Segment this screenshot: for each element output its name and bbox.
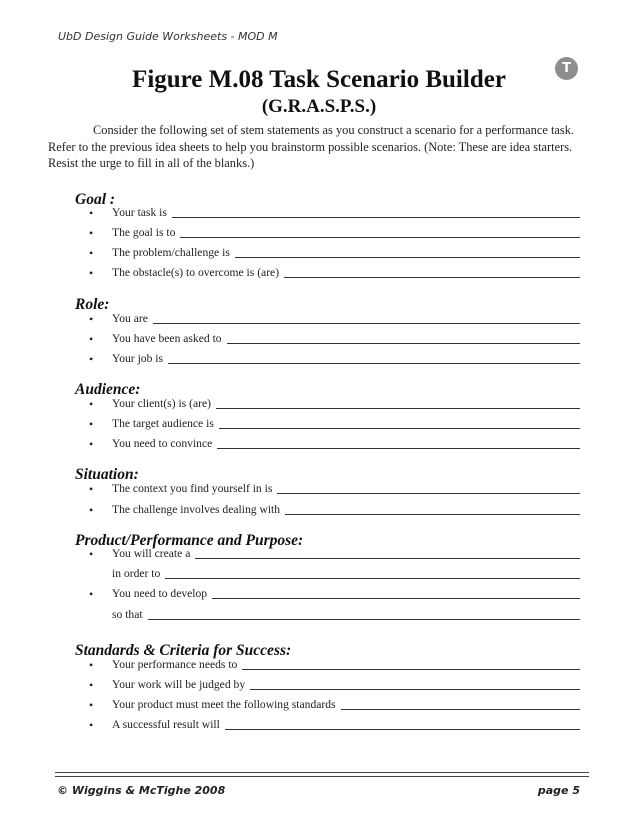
stem-row xyxy=(0,417,638,433)
fill-in-blank[interactable] xyxy=(277,493,580,494)
stem-prompt: Your client(s) is (are) xyxy=(112,397,211,410)
stem-row xyxy=(0,482,638,498)
page-title: Figure M.08 Task Scenario Builder xyxy=(132,66,506,93)
stem-row xyxy=(0,547,638,563)
bullet: • xyxy=(89,482,94,496)
fill-in-blank[interactable] xyxy=(148,619,580,620)
section-title: Goal : xyxy=(75,191,116,208)
bullet: • xyxy=(89,206,94,220)
stem-prompt: The obstacle(s) to overcome is (are) xyxy=(112,266,280,279)
stem-prompt: Your task is xyxy=(112,206,167,219)
fill-in-blank[interactable] xyxy=(285,514,580,515)
fill-in-blank[interactable] xyxy=(217,448,580,449)
stem-prompt: A successful result will xyxy=(112,718,220,731)
bullet: • xyxy=(89,587,94,601)
stem-row xyxy=(0,206,638,222)
copyright: © Wiggins & McTighe 2008 xyxy=(57,784,226,797)
fill-in-blank[interactable] xyxy=(284,277,580,278)
fill-in-blank[interactable] xyxy=(235,257,580,258)
intro-paragraph: Consider the following set of stem statements as you construct a scenario for a performance task. Refer to the previous idea sheets to help you brainstorm possible scenarios. (Note: These are idea starters. Resist the urge to fill in all of the blanks.) xyxy=(48,123,575,170)
stem-prompt: Your performance needs to xyxy=(112,658,238,671)
stem-row xyxy=(0,312,638,328)
bullet: • xyxy=(89,698,94,712)
stem-prompt: You will create a xyxy=(112,547,191,560)
fill-in-blank[interactable] xyxy=(180,237,580,238)
bullet: • xyxy=(89,352,94,366)
bullet: • xyxy=(89,718,94,732)
fill-in-blank[interactable] xyxy=(195,558,580,559)
fill-in-blank[interactable] xyxy=(242,669,580,670)
stem-prompt: Your product must meet the following standards xyxy=(112,698,336,711)
fill-in-blank[interactable] xyxy=(153,323,580,324)
section-title: Product/Performance and Purpose: xyxy=(75,532,304,549)
stem-row xyxy=(0,658,638,674)
bullet: • xyxy=(89,312,94,326)
stem-prompt: You have been asked to xyxy=(112,332,222,345)
teacher-badge: T xyxy=(555,57,578,80)
stem-row xyxy=(0,567,638,583)
stem-prompt: in order to xyxy=(112,567,161,580)
fill-in-blank[interactable] xyxy=(341,709,580,710)
fill-in-blank[interactable] xyxy=(168,363,580,364)
bullet: • xyxy=(89,658,94,672)
stem-row xyxy=(0,437,638,453)
section-title: Audience: xyxy=(75,381,141,398)
running-head: UbD Design Guide Worksheets - MOD M xyxy=(58,30,278,43)
section-title: Role: xyxy=(75,296,110,313)
stem-row xyxy=(0,397,638,413)
stem-prompt: The challenge involves dealing with xyxy=(112,503,281,516)
bullet: • xyxy=(89,547,94,561)
stem-prompt: so that xyxy=(112,608,143,621)
bullet: • xyxy=(89,397,94,411)
stem-row xyxy=(0,246,638,262)
bullet: • xyxy=(89,266,94,280)
stem-row xyxy=(0,587,638,603)
fill-in-blank[interactable] xyxy=(212,598,580,599)
stem-row xyxy=(0,678,638,694)
bullet: • xyxy=(89,332,94,346)
stem-prompt: Your work will be judged by xyxy=(112,678,246,691)
bullet: • xyxy=(89,246,94,260)
stem-prompt: You need to develop xyxy=(112,587,208,600)
footer-rule xyxy=(55,772,589,773)
stem-row xyxy=(0,718,638,734)
stem-prompt: The goal is to xyxy=(112,226,176,239)
stem-prompt: You need to convince xyxy=(112,437,213,450)
stem-prompt: The target audience is xyxy=(112,417,214,430)
stem-row xyxy=(0,503,638,519)
stem-row xyxy=(0,226,638,242)
fill-in-blank[interactable] xyxy=(225,729,580,730)
bullet: • xyxy=(89,678,94,692)
bullet: • xyxy=(89,437,94,451)
stem-prompt: The problem/challenge is xyxy=(112,246,230,259)
fill-in-blank[interactable] xyxy=(219,428,580,429)
fill-in-blank[interactable] xyxy=(250,689,580,690)
stem-row xyxy=(0,698,638,714)
stem-row xyxy=(0,352,638,368)
stem-row xyxy=(0,266,638,282)
stem-row xyxy=(0,608,638,624)
fill-in-blank[interactable] xyxy=(165,578,580,579)
stem-prompt: You are xyxy=(112,312,148,325)
fill-in-blank[interactable] xyxy=(172,217,580,218)
section-title: Situation: xyxy=(75,466,139,483)
fill-in-blank[interactable] xyxy=(227,343,580,344)
stem-prompt: Your job is xyxy=(112,352,164,365)
bullet: • xyxy=(89,226,94,240)
stem-row xyxy=(0,332,638,348)
section-title: Standards & Criteria for Success: xyxy=(75,642,292,659)
footer-rule xyxy=(55,776,589,777)
page-subtitle: (G.R.A.S.P.S.) xyxy=(261,96,377,117)
bullet: • xyxy=(89,417,94,431)
bullet: • xyxy=(89,503,94,517)
page-number: page 5 xyxy=(537,784,580,797)
fill-in-blank[interactable] xyxy=(216,408,580,409)
stem-prompt: The context you find yourself in is xyxy=(112,482,273,495)
